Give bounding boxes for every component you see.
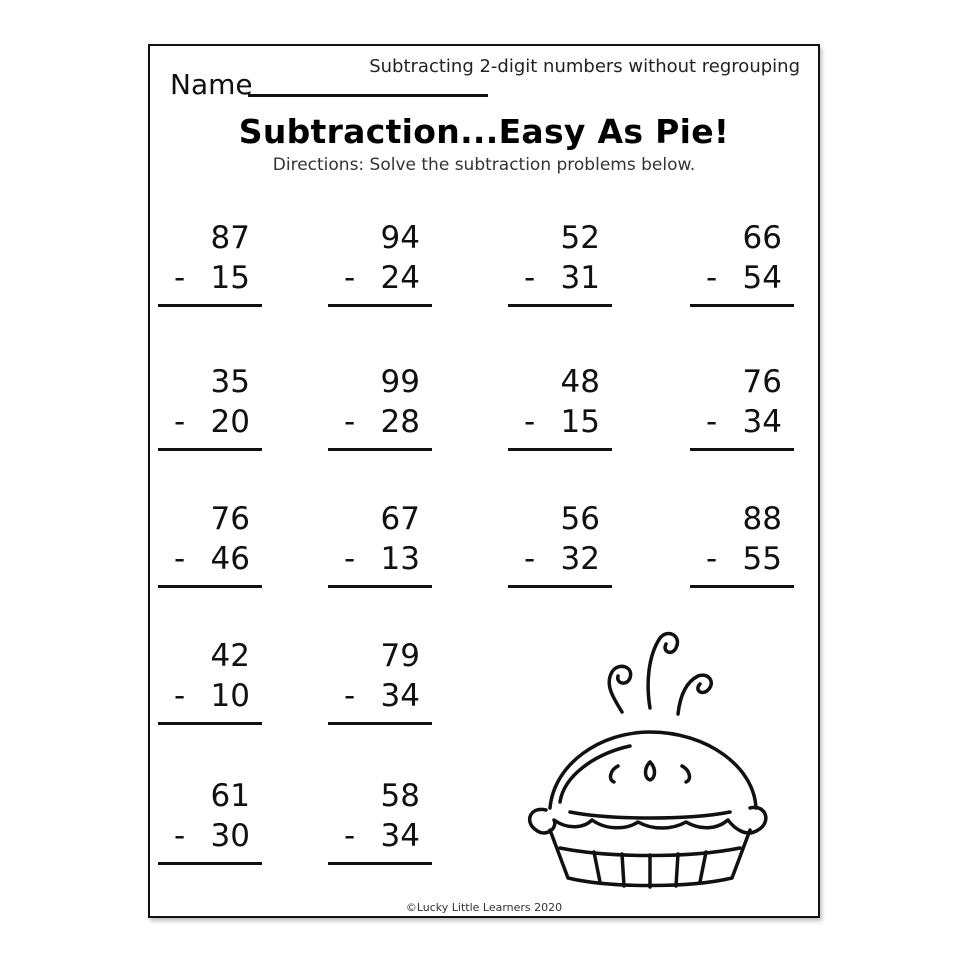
name-line bbox=[248, 94, 488, 97]
answer-line bbox=[690, 304, 794, 307]
minuend: 35 bbox=[210, 364, 250, 400]
problem bbox=[328, 501, 432, 591]
subtrahend: 34 bbox=[742, 404, 782, 440]
minus-sign: - bbox=[524, 541, 536, 577]
problem bbox=[328, 364, 432, 454]
copyright-footer: ©Lucky Little Learners 2020 bbox=[405, 901, 563, 914]
minus-sign: - bbox=[344, 678, 356, 714]
problem bbox=[690, 220, 794, 310]
problem bbox=[328, 778, 432, 868]
answer-line bbox=[690, 448, 794, 451]
worksheet-page bbox=[148, 44, 820, 918]
minuend: 42 bbox=[210, 638, 250, 674]
minus-sign: - bbox=[524, 260, 536, 296]
answer-line bbox=[158, 585, 262, 588]
subtrahend: 46 bbox=[210, 541, 250, 577]
pie-icon bbox=[510, 616, 790, 896]
answer-line bbox=[328, 862, 432, 865]
minus-sign: - bbox=[706, 541, 718, 577]
minus-sign: - bbox=[174, 818, 186, 854]
minus-sign: - bbox=[174, 404, 186, 440]
minuend: 94 bbox=[380, 220, 420, 256]
worksheet-title: Subtraction...Easy As Pie! bbox=[238, 112, 730, 151]
problem bbox=[508, 364, 612, 454]
name-label: Name bbox=[170, 68, 253, 101]
minus-sign: - bbox=[706, 404, 718, 440]
minus-sign: - bbox=[706, 260, 718, 296]
problem bbox=[690, 364, 794, 454]
minuend: 58 bbox=[380, 778, 420, 814]
answer-line bbox=[328, 585, 432, 588]
answer-line bbox=[158, 448, 262, 451]
subtrahend: 24 bbox=[380, 260, 420, 296]
minuend: 56 bbox=[560, 501, 600, 537]
minuend: 61 bbox=[210, 778, 250, 814]
minuend: 48 bbox=[560, 364, 600, 400]
answer-line bbox=[328, 722, 432, 725]
subtrahend: 20 bbox=[210, 404, 250, 440]
worksheet-subtitle: Subtracting 2-digit numbers without regrouping bbox=[369, 56, 800, 77]
subtrahend: 31 bbox=[560, 260, 600, 296]
answer-line bbox=[508, 448, 612, 451]
subtrahend: 32 bbox=[560, 541, 600, 577]
problem bbox=[158, 638, 262, 728]
subtrahend: 54 bbox=[742, 260, 782, 296]
minuend: 67 bbox=[380, 501, 420, 537]
minuend: 79 bbox=[380, 638, 420, 674]
minuend: 76 bbox=[210, 501, 250, 537]
problem bbox=[508, 220, 612, 310]
problem bbox=[508, 501, 612, 591]
minuend: 99 bbox=[380, 364, 420, 400]
problem bbox=[158, 778, 262, 868]
answer-line bbox=[508, 585, 612, 588]
answer-line bbox=[690, 585, 794, 588]
subtrahend: 55 bbox=[742, 541, 782, 577]
subtrahend: 30 bbox=[210, 818, 250, 854]
subtrahend: 15 bbox=[210, 260, 250, 296]
answer-line bbox=[158, 862, 262, 865]
minuend: 66 bbox=[742, 220, 782, 256]
minus-sign: - bbox=[344, 541, 356, 577]
answer-line bbox=[328, 448, 432, 451]
subtrahend: 13 bbox=[380, 541, 420, 577]
answer-line bbox=[508, 304, 612, 307]
problem bbox=[328, 220, 432, 310]
problem bbox=[690, 501, 794, 591]
minus-sign: - bbox=[174, 541, 186, 577]
minus-sign: - bbox=[524, 404, 536, 440]
subtrahend: 34 bbox=[380, 678, 420, 714]
subtrahend: 28 bbox=[380, 404, 420, 440]
answer-line bbox=[328, 304, 432, 307]
minuend: 52 bbox=[560, 220, 600, 256]
subtrahend: 10 bbox=[210, 678, 250, 714]
problem bbox=[158, 220, 262, 310]
minus-sign: - bbox=[344, 818, 356, 854]
subtrahend: 34 bbox=[380, 818, 420, 854]
answer-line bbox=[158, 304, 262, 307]
answer-line bbox=[158, 722, 262, 725]
problem bbox=[158, 364, 262, 454]
minus-sign: - bbox=[344, 404, 356, 440]
minuend: 76 bbox=[742, 364, 782, 400]
minuend: 87 bbox=[210, 220, 250, 256]
minuend: 88 bbox=[742, 501, 782, 537]
subtrahend: 15 bbox=[560, 404, 600, 440]
problem bbox=[328, 638, 432, 728]
minus-sign: - bbox=[174, 678, 186, 714]
directions: Directions: Solve the subtraction problems below. bbox=[272, 155, 696, 175]
minus-sign: - bbox=[174, 260, 186, 296]
problem bbox=[158, 501, 262, 591]
minus-sign: - bbox=[344, 260, 356, 296]
